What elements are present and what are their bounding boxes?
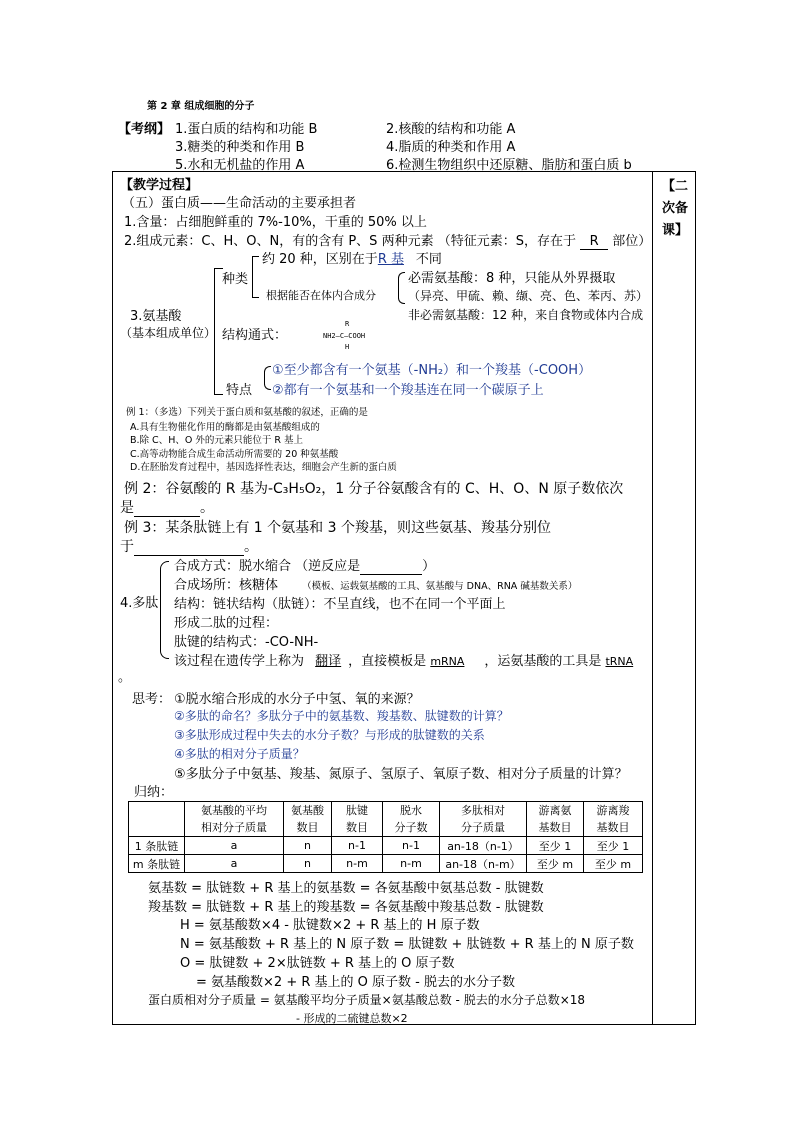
summary-table	[128, 801, 643, 873]
formula-line: 羧基数 = 肽链数 + R 基上的羧基数 = 各氨基酸中羧基总数 - 肽键数	[148, 900, 544, 915]
outline-item: 1.蛋白质的结构和功能 B	[175, 122, 318, 137]
formula-line: = 氨基酸数×2 + R 基上的 O 原子数 - 脱去的水分子数	[196, 975, 515, 990]
example-option: A.具有生物催化作用的酶都是由氨基酸组成的	[130, 422, 320, 433]
header-cell: 游离羧 基数目	[584, 802, 643, 837]
table-cell: n	[284, 837, 332, 855]
formula-h: H	[345, 343, 350, 351]
frame-divider	[652, 171, 653, 1025]
table-cell: n	[284, 855, 332, 873]
table-cell: a	[185, 837, 284, 855]
table-cell: a	[185, 855, 284, 873]
aa-sub: （基本组成单位）	[120, 326, 217, 340]
content-line: 非必需氨基酸：12 种，来自食物或体内合成	[408, 308, 644, 322]
table-cell: 至少 1	[584, 837, 643, 855]
formula-line: O = 肽键数 + 2×肽链数 + R 基上的 O 原子数	[180, 956, 455, 971]
table-cell: n-m	[383, 855, 440, 873]
content-line: 肽键的结构式：-CO-NH-	[174, 635, 319, 650]
table-header-row	[129, 802, 643, 837]
think-item: ③多肽形成过程中失去的水分子数？与形成的肽键数的关系	[174, 728, 485, 742]
content-line: 。	[118, 670, 132, 685]
example-question: 例 1：（多选）下列关于蛋白质和氨基酸的叙述，正确的是	[126, 407, 368, 418]
outline-item: 5.水和无机盐的作用 A	[175, 158, 305, 173]
outline-item: 3.糖类的种类和作用 B	[175, 140, 305, 155]
content-line: 1.含量：占细胞鲜重的 7%-10%，干重的 50% 以上	[124, 215, 427, 230]
think-item: ①脱水缩合形成的水分子中氢、氧的来源？	[174, 692, 420, 707]
brace	[160, 561, 169, 659]
think-item: ⑤多肽分子中氨基、羧基、氮原子、氢原子、氧原子数、相对分子质量的计算？	[174, 767, 628, 782]
think-label: 思考：	[132, 692, 172, 707]
table-cell: n-1	[383, 837, 440, 855]
example-option: C.高等动物能合成生命活动所需要的 20 种氨基酸	[130, 449, 339, 460]
content-line: 形成二肽的过程：	[174, 616, 279, 631]
brace	[398, 272, 405, 304]
table-cell: m 条肽链	[129, 855, 185, 873]
formula-line: N = 氨基酸数 + R 基上的 N 原子数 = 肽键数 + 肽链数 + R 基上的 N 原子数	[180, 937, 634, 952]
example-question: 例 3：某条肽链上有 1 个氨基和 3 个羧基，则这些氨基、羧基分别位	[124, 520, 551, 536]
pp-label: 4.多肽	[120, 596, 159, 611]
content-line: 该过程在遗传学上称为 翻译 ，直接模板是 mRNA ，运氨基酸的工具是 tRNA	[174, 654, 634, 669]
content-line: 2.组成元素：C、H、O、N，有的含有 P、S 两种元素 （特征元素：S，存在于 R 部位）	[124, 234, 652, 249]
table-cell: 至少 m	[527, 855, 584, 873]
formula-r: R	[345, 320, 350, 328]
brace	[264, 366, 271, 390]
table-cell: 至少 m	[584, 855, 643, 873]
example-option: B.除 C、H、O 外的元素只能位于 R 基上	[130, 435, 303, 446]
example-question: 是 。	[120, 500, 214, 516]
formula-line: 蛋白质相对分子质量 = 氨基酸平均分子质量×氨基酸总数 - 脱去的水分子总数×18	[148, 993, 586, 1007]
example-option: D.在胚胎发育过程中，基因选择性表达，细胞会产生新的蛋白质	[130, 462, 397, 473]
aa-label: 3.氨基酸	[130, 309, 182, 324]
header-cell: 脱水 分子数	[383, 802, 440, 837]
table-row	[129, 837, 643, 855]
feature-item: ②都有一个氨基和一个羧基连在同一个碳原子上	[272, 383, 544, 398]
header-cell	[129, 802, 185, 837]
table-row	[129, 855, 643, 873]
table-cell: an-18（n-m）	[440, 855, 527, 873]
content-line: 合成场所：核糖体 （模板、运载氨基酸的工具、氨基酸与 DNA、RNA 碱基数关系）	[174, 578, 578, 593]
formula-line: 氨基数 = 肽链数 + R 基上的氨基数 = 各氨基酸中氨基总数 - 肽键数	[148, 881, 544, 896]
summary-label: 归纳：	[134, 785, 174, 800]
content-line: 结构：链状结构（肽链）：不呈直线，也不在同一个平面上	[174, 597, 506, 612]
brace	[252, 256, 259, 298]
header-cell: 肽键 数目	[332, 802, 383, 837]
think-item: ④多肽的相对分子质量？	[174, 747, 305, 761]
content-line: 必需氨基酸：8 种，只能从外界摄取	[408, 271, 616, 286]
outline-item: 2.核酸的结构和功能 A	[386, 122, 516, 137]
header-cell: 游离氨 基数目	[527, 802, 584, 837]
formula-label: 结构通式：	[222, 328, 288, 343]
header-cell: 氨基酸 数目	[284, 802, 332, 837]
table-cell: 至少 1	[527, 837, 584, 855]
feature-item: ①至少都含有一个氨基（-NH₂）和一个羧基（-COOH）	[272, 363, 592, 378]
outline-item: 4.脂质的种类和作用 A	[386, 140, 516, 155]
content-line: 根据能否在体内合成分	[266, 289, 376, 302]
header-cell: 多肽相对 分子质量	[440, 802, 527, 837]
formula-line: H = 氨基酸数×4 - 肽键数×2 + R 基上的 H 原子数	[180, 918, 480, 933]
answer-blank: R	[580, 234, 608, 250]
chapter-title: 第 2 章 组成细胞的分子	[147, 101, 255, 112]
features-label: 特点	[226, 383, 253, 398]
formula-line: - 形成的二硫键总数×2	[296, 1012, 408, 1025]
table-cell: an-18（n-1）	[440, 837, 527, 855]
example-question: 于 。	[120, 539, 258, 555]
content-line: 合成方式：脱水缩合 （逆反应是 ）	[174, 559, 436, 574]
content-line: 约 20 种，区别在于R 基 不同	[262, 252, 442, 267]
outline-item: 6.检测生物组织中还原糖、脂肪和蛋白质 b	[386, 158, 632, 173]
table-cell: n-1	[332, 837, 383, 855]
table-cell: 1 条肽链	[129, 837, 185, 855]
process-tag: 【教学过程】	[120, 178, 199, 193]
section-title: （五）蛋白质——生命活动的主要承担者	[122, 196, 357, 211]
formula-main: NH2—C—COOH	[323, 332, 366, 340]
think-item: ②多肽的命名？多肽分子中的氨基数、羧基数、肽键数的计算？	[174, 709, 509, 723]
side-note: 【二次备课】	[662, 179, 689, 238]
outline-tag: 【考纲】	[118, 122, 171, 137]
content-line: （异亮、甲硫、赖、缬、亮、色、苯丙、苏）	[408, 289, 649, 303]
example-question: 例 2：谷氨酸的 R 基为-C₃H₅O₂，1 分子谷氨酸含有的 C、H、O、N 原子数依次	[124, 481, 624, 497]
header-cell: 氨基酸的平均 相对分子质量	[185, 802, 284, 837]
table-cell: n-m	[332, 855, 383, 873]
kind-label: 种类	[222, 272, 249, 287]
